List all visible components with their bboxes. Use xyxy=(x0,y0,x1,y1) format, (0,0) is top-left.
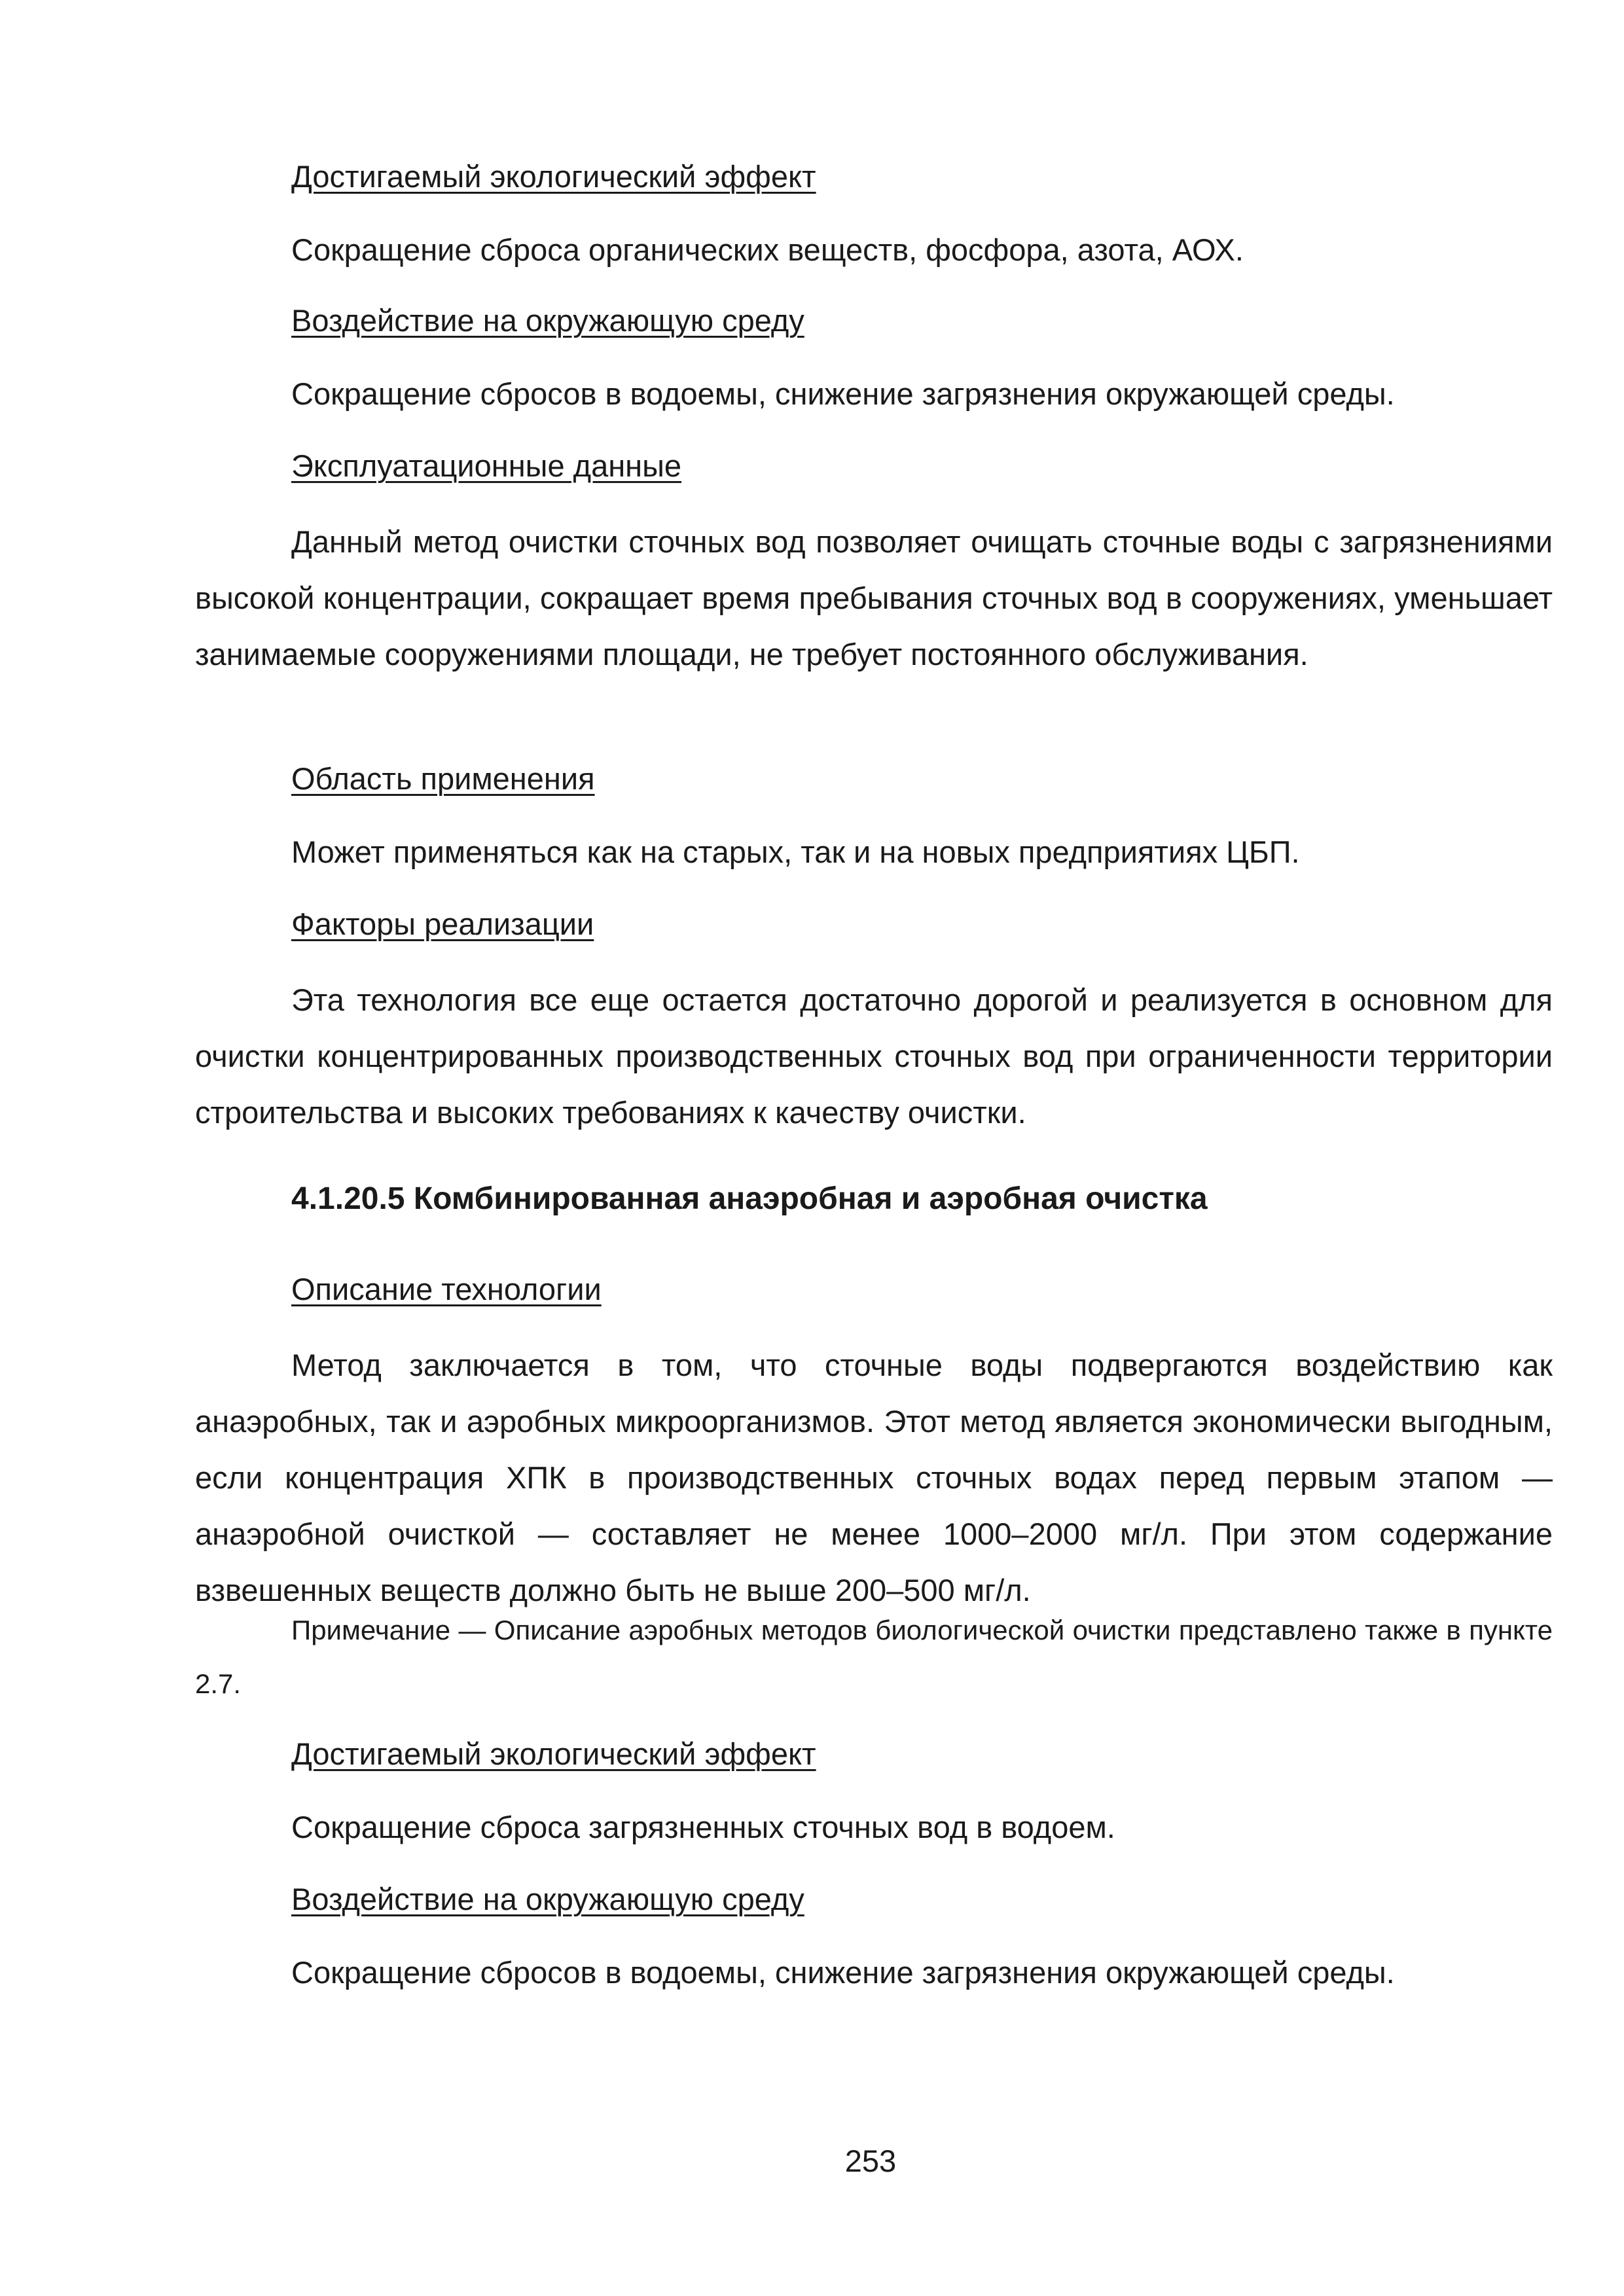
text-application-area: Может применяться как на старых, так и на новых предприятиях ЦБП. xyxy=(291,834,1300,869)
heading-application-area: Область применения xyxy=(291,761,595,796)
text-implementation-factors: Эта технология все еще остается достаточно дорогой и реализуется в основном для очистки концентрированных производственных сточных вод при ограниченности территории строительства и высоких требованиях к качеству очистки. xyxy=(195,982,1553,1130)
text-environment-impact-2: Сокращение сбросов в водоемы, снижение загрязнения окружающей среды. xyxy=(291,1955,1395,1990)
heading-ecological-effect: Достигаемый экологический эффект xyxy=(291,159,816,194)
heading-operational-data: Эксплуатационные данные xyxy=(291,448,682,483)
heading-implementation-factors: Факторы реализации xyxy=(291,906,594,941)
text-environment-impact: Сокращение сбросов в водоемы, снижение загрязнения окружающей среды. xyxy=(291,376,1395,411)
heading-environment-impact-2: Воздействие на окружающую среду xyxy=(291,1882,804,1916)
text-ecological-effect-2: Сокращение сброса загрязненных сточных вод в водоем. xyxy=(291,1810,1115,1844)
page-number: 253 xyxy=(844,2144,897,2178)
heading-environment-impact: Воздействие на окружающую среду xyxy=(291,303,804,338)
heading-technology-description: Описание технологии xyxy=(291,1272,602,1306)
text-operational-data: Данный метод очистки сточных вод позволяет очищать сточные воды с загрязнениями высокой концентрации, сокращает время пребывания сточных вод в сооружениях, уменьшает занимаемые сооружениями площади, не требует постоянного обслуживания. xyxy=(195,524,1553,672)
section-title: 4.1.20.5 Комбинированная анаэробная и аэробная очистка xyxy=(291,1181,1208,1216)
text-technology-description: Метод заключается в том, что сточные воды подвергаются воздействию как анаэробных, так и аэробных микроорганизмов. Этот метод является экономически выгодным, если концентрация ХПК в производственных сточных водах перед первым этапом — анаэробной очисткой — составляет не менее 1000–2000 мг/л. При этом содержание взвешенных веществ должно быть не выше 200–500 мг/л. xyxy=(195,1348,1553,1607)
heading-ecological-effect-2: Достигаемый экологический эффект xyxy=(291,1736,816,1771)
note-text: Примечание — Описание аэробных методов биологической очистки представлено также в пункте 2.7. xyxy=(195,1615,1553,1699)
text-ecological-effect: Сокращение сброса органических веществ, фосфора, азота, АОХ. xyxy=(291,232,1244,267)
